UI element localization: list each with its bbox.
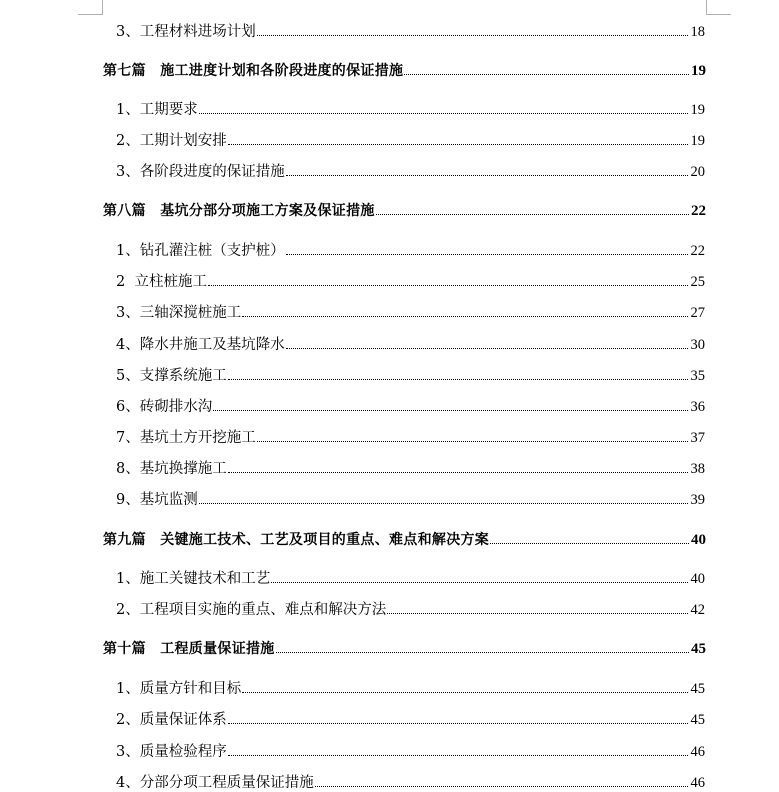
toc-entry-title: 4、分部分项工程质量保证措施 xyxy=(116,775,314,791)
toc-entry-title: 4、降水井施工及基坑降水 xyxy=(116,337,285,353)
toc-dot-leader xyxy=(257,35,688,36)
toc-page-number: 45 xyxy=(690,712,705,728)
toc-page-number: 40 xyxy=(691,532,706,548)
toc-page-number: 45 xyxy=(690,681,705,697)
toc-page-number: 42 xyxy=(690,602,705,618)
toc-page-number: 19 xyxy=(690,102,705,118)
toc-entry[interactable] xyxy=(116,457,705,478)
toc-section-title: 第十篇 工程质量保证措施 xyxy=(103,641,275,657)
toc-dot-leader xyxy=(242,316,688,317)
toc-dot-leader xyxy=(315,786,688,787)
toc-entry[interactable] xyxy=(116,270,705,291)
toc-section-heading[interactable] xyxy=(103,60,706,80)
toc-section-heading[interactable] xyxy=(103,638,706,658)
toc-dot-leader xyxy=(228,379,688,380)
toc-page-number: 46 xyxy=(690,775,705,791)
toc-page-number: 18 xyxy=(690,24,705,40)
toc-entry[interactable] xyxy=(116,740,705,761)
toc-dot-leader xyxy=(490,543,689,544)
toc-dot-leader xyxy=(213,410,688,411)
toc-entry-title: 1、工期要求 xyxy=(116,102,198,118)
toc-dot-leader xyxy=(199,113,688,114)
toc-entry-title: 3、工程材料进场计划 xyxy=(116,24,256,40)
toc-page-number: 22 xyxy=(691,203,706,219)
toc-dot-leader xyxy=(286,175,688,176)
toc-entry[interactable] xyxy=(116,395,705,416)
toc-page-number: 40 xyxy=(690,571,705,587)
toc-entry[interactable] xyxy=(116,333,705,354)
toc-dot-leader xyxy=(376,214,689,215)
page-corner-mark-right xyxy=(706,0,731,15)
toc-section-heading[interactable] xyxy=(103,200,706,220)
toc-dot-leader xyxy=(286,348,688,349)
toc-entry-title: 3、质量检验程序 xyxy=(116,744,227,760)
toc-page-number: 36 xyxy=(690,399,705,415)
toc-page-number: 19 xyxy=(691,63,706,79)
toc-page-number: 38 xyxy=(690,461,705,477)
toc-page-number: 30 xyxy=(690,337,705,353)
toc-dot-leader xyxy=(199,503,688,504)
toc-dot-leader xyxy=(228,723,688,724)
toc-entry-title: 2、工期计划安排 xyxy=(116,133,227,149)
toc-dot-leader xyxy=(208,285,688,286)
toc-page-number: 46 xyxy=(690,744,705,760)
toc-entry[interactable] xyxy=(116,98,705,119)
toc-entry-title: 1、施工关键技术和工艺 xyxy=(116,571,271,587)
toc-entry[interactable] xyxy=(116,677,705,698)
toc-entry[interactable] xyxy=(116,567,705,588)
toc-dot-leader xyxy=(242,692,688,693)
toc-dot-leader xyxy=(387,613,688,614)
toc-entry-title: 2 立柱桩施工 xyxy=(116,274,207,290)
toc-page-number: 37 xyxy=(690,430,705,446)
toc-entry-title: 6、砖砌排水沟 xyxy=(116,399,213,415)
toc-entry-title: 1、质量方针和目标 xyxy=(116,681,242,697)
toc-entry-title: 8、基坑换撑施工 xyxy=(116,461,227,477)
toc-page-number: 25 xyxy=(690,274,705,290)
toc-page-number: 35 xyxy=(690,368,705,384)
toc-entry[interactable] xyxy=(116,129,705,150)
toc-entry[interactable] xyxy=(116,488,705,509)
toc-page-number: 20 xyxy=(690,164,705,180)
toc-page-number: 45 xyxy=(691,641,706,657)
toc-page-number: 27 xyxy=(690,305,705,321)
toc-dot-leader xyxy=(257,441,688,442)
toc-dot-leader xyxy=(228,755,688,756)
toc-entry-title: 9、基坑监测 xyxy=(116,492,198,508)
toc-page-number: 19 xyxy=(690,133,705,149)
toc-dot-leader xyxy=(276,652,689,653)
toc-page-number: 22 xyxy=(690,243,705,259)
toc-entry[interactable] xyxy=(116,771,705,792)
toc-page-number: 39 xyxy=(690,492,705,508)
toc-dot-leader xyxy=(286,254,688,255)
toc-entry[interactable] xyxy=(116,20,705,41)
toc-dot-leader xyxy=(404,74,689,75)
toc-entry[interactable] xyxy=(116,301,705,322)
toc-entry-title: 5、支撑系统施工 xyxy=(116,368,227,384)
toc-entry-title: 2、质量保证体系 xyxy=(116,712,227,728)
toc-entry[interactable] xyxy=(116,426,705,447)
toc-dot-leader xyxy=(228,144,688,145)
toc-entry-title: 2、工程项目实施的重点、难点和解决方法 xyxy=(116,602,387,618)
toc-dot-leader xyxy=(271,582,688,583)
toc-section-heading[interactable] xyxy=(103,529,706,549)
toc-entry[interactable] xyxy=(116,160,705,181)
page-corner-mark-left xyxy=(78,0,103,15)
toc-entry-title: 7、基坑土方开挖施工 xyxy=(116,430,256,446)
toc-entry[interactable] xyxy=(116,598,705,619)
toc-section-title: 第九篇 关键施工技术、工艺及项目的重点、难点和解决方案 xyxy=(103,532,490,548)
toc-entry[interactable] xyxy=(116,708,705,729)
toc-entry-title: 3、各阶段进度的保证措施 xyxy=(116,164,285,180)
toc-entry[interactable] xyxy=(116,239,705,260)
toc-section-title: 第七篇 施工进度计划和各阶段进度的保证措施 xyxy=(103,63,404,79)
toc-section-title: 第八篇 基坑分部分项施工方案及保证措施 xyxy=(103,203,375,219)
toc-entry-title: 3、三轴深搅桩施工 xyxy=(116,305,242,321)
toc-entry[interactable] xyxy=(116,364,705,385)
toc-dot-leader xyxy=(228,472,688,473)
toc-entry-title: 1、钻孔灌注桩（支护桩） xyxy=(116,243,285,259)
